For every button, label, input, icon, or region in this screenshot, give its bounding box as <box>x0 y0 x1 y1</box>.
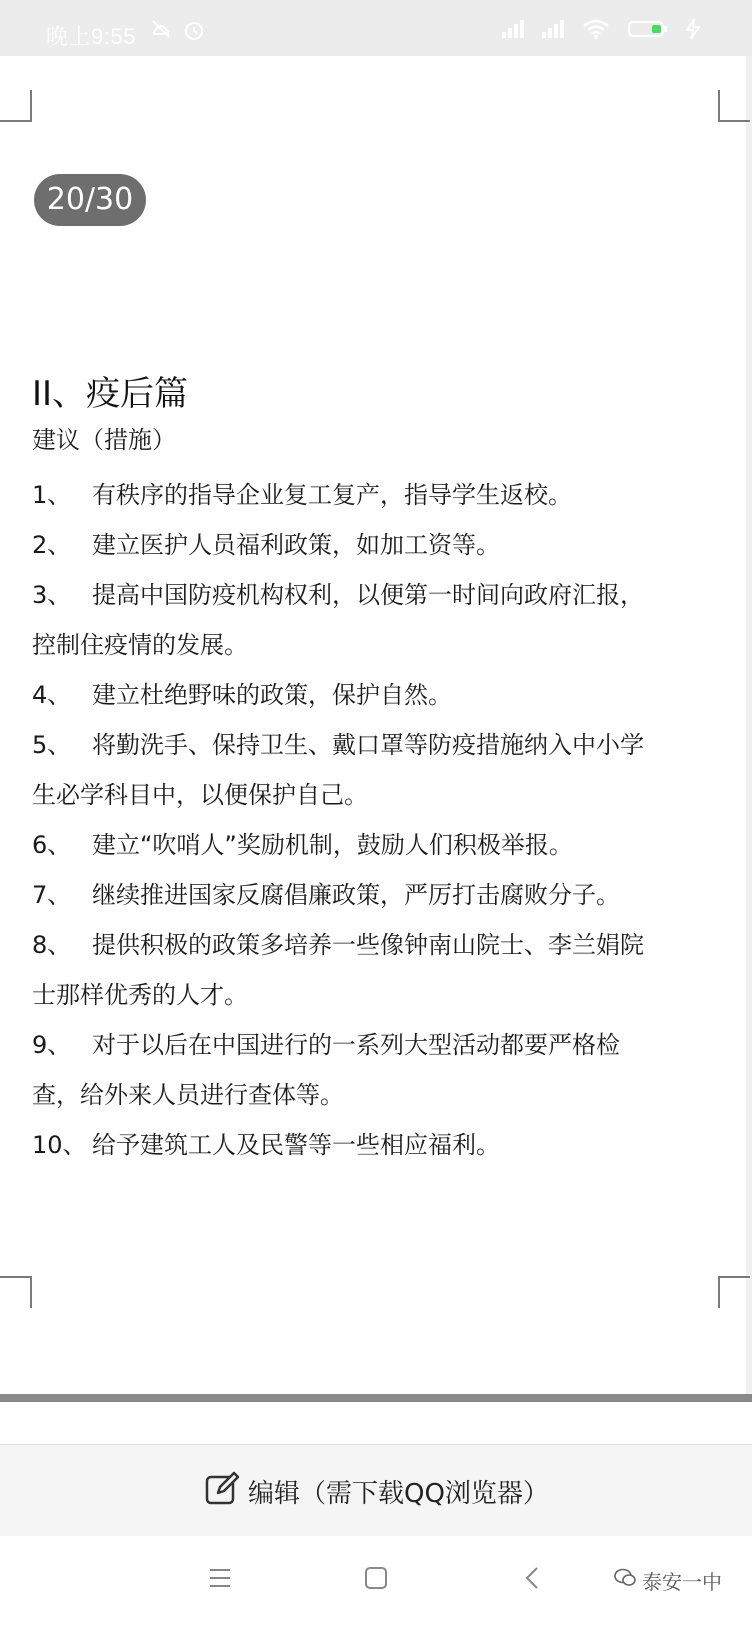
list-item-text: 建立杜绝野味的政策，保护自然。 <box>92 681 452 709</box>
signal-icon-2 <box>540 18 566 45</box>
wifi-icon <box>582 18 610 45</box>
action-bar <box>0 1444 752 1536</box>
list-item-continuation: 士那样优秀的人才。 <box>32 981 248 1009</box>
battery-icon <box>628 18 668 45</box>
list-item-number: 1、 <box>32 481 72 509</box>
list-item-text: 提高中国防疫机构权利，以便第一时间向政府汇报， <box>92 581 644 609</box>
list-item-number: 10、 <box>32 1131 87 1159</box>
list-item-number: 2、 <box>32 531 72 559</box>
back-icon <box>523 1566 541 1594</box>
edit-button[interactable] <box>204 1467 549 1515</box>
list-item-number: 3、 <box>32 581 72 609</box>
list-item <box>32 570 712 620</box>
status-bar <box>0 0 752 56</box>
menu-icon <box>208 1567 232 1593</box>
list-item <box>32 470 712 520</box>
crop-mark-bottom-right <box>718 1276 750 1308</box>
signal-icon-1 <box>500 18 526 45</box>
list-item-text: 对于以后在中国进行的一系列大型活动都要严格检 <box>92 1031 620 1059</box>
wechat-icon <box>614 1568 636 1593</box>
list-item <box>32 870 712 920</box>
home-button[interactable] <box>358 1562 394 1598</box>
list-item-number: 6、 <box>32 831 72 859</box>
list-item-text: 有秩序的指导企业复工复产，指导学生返校。 <box>92 481 572 509</box>
list-item <box>32 1120 712 1170</box>
list-item <box>32 520 712 570</box>
page-separator <box>0 1394 752 1402</box>
list-item-text: 将勤洗手、保持卫生、戴口罩等防疫措施纳入中小学 <box>92 731 644 759</box>
status-time: 晚上9:55 <box>46 24 136 49</box>
list-item-text: 建立“吹哨人”奖励机制，鼓励人们积极举报。 <box>92 831 573 859</box>
alarm-icon <box>182 18 206 47</box>
edit-button-label: 编辑（需下载QQ浏览器） <box>248 1478 549 1509</box>
list-item-text: 给予建筑工人及民警等一些相应福利。 <box>92 1131 500 1159</box>
list-item-number: 5、 <box>32 731 72 759</box>
list-item <box>32 720 712 770</box>
wechat-watermark <box>614 1566 722 1595</box>
home-icon <box>364 1566 388 1594</box>
list-item-number: 9、 <box>32 1031 72 1059</box>
list-item-number: 4、 <box>32 681 72 709</box>
watermark-text: 泰安一中 <box>642 1570 722 1594</box>
document-content <box>32 372 712 1170</box>
crop-mark-top-right <box>718 90 750 122</box>
document-page[interactable] <box>0 56 752 1396</box>
edit-icon <box>204 1471 240 1511</box>
list-item-number: 8、 <box>32 931 72 959</box>
list-item-number: 7、 <box>32 881 72 909</box>
list-item <box>32 1020 712 1070</box>
suggestion-list <box>32 470 712 1170</box>
list-item-continuation: 查，给外来人员进行查体等。 <box>32 1081 344 1109</box>
list-item-continuation: 控制住疫情的发展。 <box>32 631 248 659</box>
list-item <box>32 670 712 720</box>
charging-icon <box>684 18 702 45</box>
crop-mark-bottom-left <box>0 1276 32 1308</box>
menu-button[interactable] <box>202 1562 238 1598</box>
system-nav-bar <box>0 1536 752 1625</box>
crop-mark-top-left <box>0 90 32 122</box>
back-button[interactable] <box>514 1562 550 1598</box>
list-item-continuation: 生必学科目中，以便保护自己。 <box>32 781 368 809</box>
list-item <box>32 820 712 870</box>
page-indicator: 20/30 <box>34 174 146 226</box>
do-not-disturb-icon <box>150 18 172 45</box>
list-item-text: 建立医护人员福利政策，如加工资等。 <box>92 531 500 559</box>
list-item-text: 提供积极的政策多培养一些像钟南山院士、李兰娟院 <box>92 931 644 959</box>
section-subtitle: 建议（措施） <box>32 426 176 454</box>
list-item-text: 继续推进国家反腐倡廉政策，严厉打击腐败分子。 <box>92 881 620 909</box>
list-item <box>32 920 712 970</box>
section-title: II、疫后篇 <box>32 374 189 414</box>
